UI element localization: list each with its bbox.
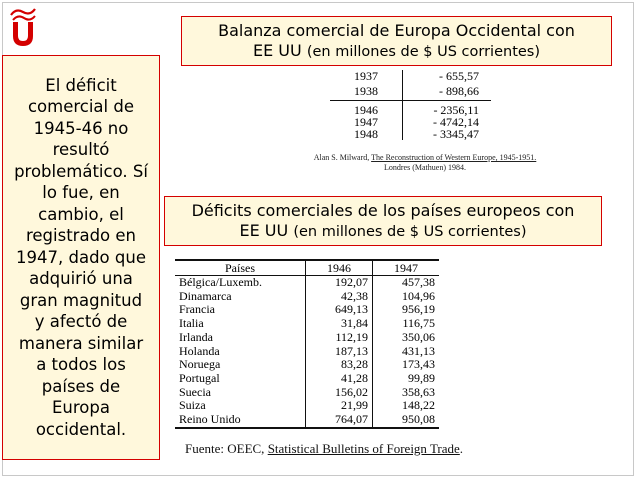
table-row (330, 128, 491, 140)
source2-work: Statistical Bulletins of Foreign Trade (267, 441, 460, 456)
country-cell: Suecia (179, 384, 211, 399)
country-cell: Reino Unido (175, 413, 306, 428)
side-note-line: occidental. (35, 419, 127, 439)
source1-author: Alan S. Milward, (313, 153, 370, 162)
source-citation-2 (185, 441, 463, 457)
table-row (175, 317, 439, 331)
value-cell: - 3345,47 (433, 127, 479, 141)
table-row (175, 276, 439, 290)
country-cell: Francia (179, 302, 215, 317)
value-1947-cell: 457,38 (373, 276, 440, 290)
table-row (330, 85, 491, 101)
side-note-line: 1947, dado que (16, 247, 146, 267)
table-header-row (175, 260, 439, 276)
value-1946-cell: 649,13 (306, 303, 373, 317)
source2-end: . (459, 441, 464, 456)
value-1947-cell: 148,22 (373, 399, 440, 413)
value-1946-cell: 31,84 (306, 317, 373, 331)
header-1947: 1947 (373, 260, 440, 276)
side-note-line: a todos los (36, 355, 126, 375)
country-cell: Dinamarca (179, 288, 232, 303)
svg-text:P: P (21, 28, 25, 34)
value-1946-cell: 764,07 (306, 413, 373, 428)
title-balance-units: (en millones de $ US corrientes) (306, 44, 541, 60)
value-1946-cell: 187,13 (306, 345, 373, 359)
title-deficits-units: (en millones de $ US corrientes) (293, 224, 527, 240)
title-deficits-line2 (165, 221, 601, 242)
side-note-line: cambio, el (38, 204, 124, 224)
value-cell: - 655,57 (439, 69, 479, 83)
source1-publisher: Londres (Mathuen) 1984. (384, 163, 466, 172)
value-1946-cell: 21,99 (306, 399, 373, 413)
source-citation-1 (255, 153, 595, 173)
value-1947-cell: 104,96 (373, 290, 440, 304)
side-note-line: lo fue, en (42, 183, 120, 203)
balance-table (330, 70, 491, 140)
side-note-text (14, 75, 148, 441)
side-note-box (2, 55, 160, 460)
value-1946-cell: 156,02 (306, 386, 373, 400)
title-balance-country: EE UU (252, 41, 302, 60)
side-note-line: resultó (52, 140, 110, 160)
year-cell: 1946 (330, 101, 403, 117)
value-cell: - 4742,14 (433, 115, 479, 129)
table-row (175, 358, 439, 372)
side-note-line: manera similar (18, 333, 144, 353)
value-1946-cell: 112,19 (306, 331, 373, 345)
title-deficits-country: EE UU (239, 221, 289, 240)
side-note-line: y afectó de (34, 312, 128, 332)
table-row (175, 345, 439, 359)
value-1947-cell: 956,19 (373, 303, 440, 317)
table-row (330, 101, 491, 117)
source1-work: The Reconstruction of Western Europe, 1945-1951. (371, 153, 537, 162)
year-cell: 1938 (330, 85, 403, 101)
title-balance-line2 (182, 41, 611, 62)
value-1946-cell: 41,28 (306, 372, 373, 386)
header-1946: 1946 (306, 260, 373, 276)
title-deficits-line1: Déficits comerciales de los países europeos con (191, 201, 575, 220)
table-row (330, 70, 491, 85)
country-cell: Holanda (179, 343, 220, 358)
value-1947-cell: 431,13 (373, 345, 440, 359)
deficits-table-body (175, 276, 439, 428)
source1-line1 (255, 153, 595, 163)
source2-label: Fuente: OEEC, (185, 441, 265, 456)
svg-text:F: F (21, 34, 25, 40)
title-deficits-box (164, 196, 602, 246)
value-1947-cell: 358,63 (373, 386, 440, 400)
value-1946-cell: 83,28 (306, 358, 373, 372)
table-row (175, 331, 439, 345)
value-1947-cell: 350,06 (373, 331, 440, 345)
side-note-line: Europa (52, 398, 110, 418)
side-note-line: países de (41, 376, 121, 396)
country-cell: Portugal (179, 370, 220, 385)
side-note-line: registrado en (25, 226, 136, 246)
value-1947-cell: 950,08 (373, 413, 440, 428)
value-1947-cell: 173,43 (373, 358, 440, 372)
title-balance-box (181, 16, 612, 66)
side-note-line: 1945-46 no (33, 118, 129, 138)
year-cell: 1937 (330, 70, 403, 85)
year-cell: 1947 (330, 116, 403, 128)
side-note-line: problemático. Sí (14, 161, 148, 181)
side-note-line: comercial de (27, 97, 135, 117)
value-1947-cell: 116,75 (373, 317, 440, 331)
value-1946-cell: 192,07 (306, 276, 373, 290)
table-row (175, 303, 439, 317)
table-row (175, 399, 439, 413)
country-cell: Bélgica/Luxemb. (179, 275, 262, 289)
side-note-line: gran magnitud (19, 290, 143, 310)
side-note-line: adquirió una (29, 269, 133, 289)
table-row (175, 413, 439, 428)
country-cell: Irlanda (179, 329, 213, 344)
country-cell: Noruega (179, 357, 221, 372)
year-cell: 1948 (330, 128, 403, 140)
country-cell: Suiza (179, 398, 206, 413)
title-balance-line1: Balanza comercial de Europa Occidental con (218, 21, 575, 40)
table-row (175, 290, 439, 304)
table-row (175, 372, 439, 386)
value-cell: - 2356,11 (403, 101, 492, 117)
header-countries: Países (175, 260, 306, 276)
country-cell: Italia (179, 316, 204, 331)
university-logo-icon (8, 6, 38, 48)
deficits-table (175, 259, 439, 429)
value-cell: - 898,66 (439, 84, 479, 98)
value-1947-cell: 99,89 (373, 372, 440, 386)
table-row (175, 386, 439, 400)
value-1946-cell: 42,38 (306, 290, 373, 304)
side-note-line: El déficit (45, 75, 117, 95)
